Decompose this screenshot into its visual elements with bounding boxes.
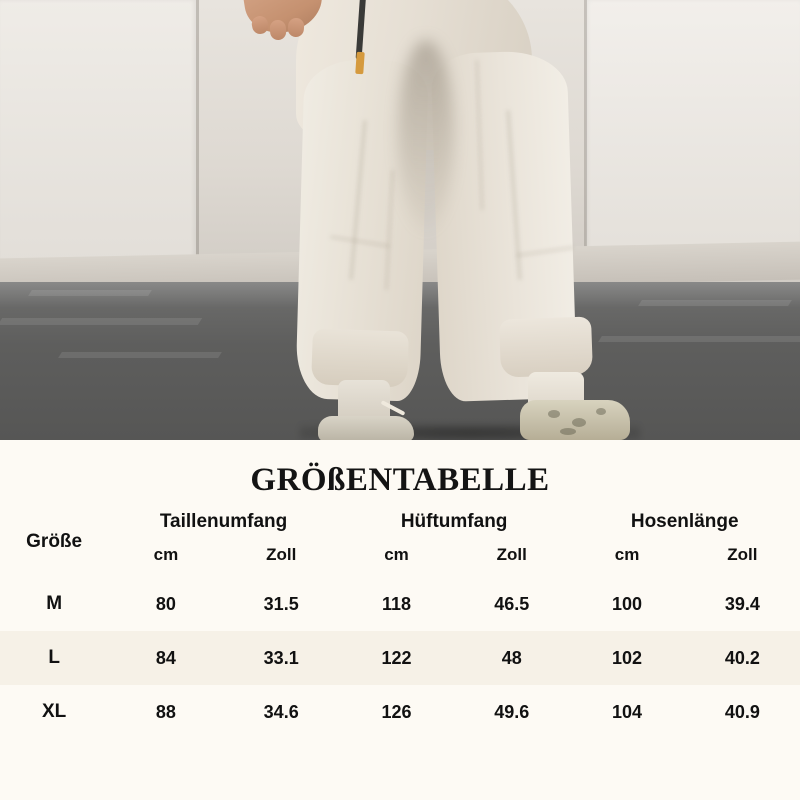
- cell-waist-inch: 33.1: [224, 631, 339, 685]
- shoe-pattern: [596, 408, 606, 415]
- model-finger: [269, 19, 286, 40]
- cell-size: L: [0, 631, 108, 685]
- cell-hip-cm: 126: [381, 701, 412, 722]
- cell-hip-cm: 118: [381, 593, 411, 614]
- floor-stripe: [638, 300, 792, 306]
- header-length: Hosenlänge: [630, 511, 739, 532]
- cell-size: XL: [41, 701, 67, 722]
- cell-length-cm: 104: [612, 701, 643, 722]
- cell-waist-cm: 88: [155, 701, 176, 722]
- cell-hip-inch: 46.5: [494, 593, 530, 614]
- header-hip: Hüftumfang: [400, 511, 508, 532]
- table-row: [0, 631, 800, 685]
- table-header-groups: [0, 505, 800, 537]
- wall-panel-right: [586, 0, 800, 258]
- cell-length-cm: 102: [569, 631, 684, 685]
- cell-hip-inch: 49.6: [494, 701, 530, 722]
- cell-length-cm: 100: [612, 593, 643, 614]
- floor-stripe: [58, 352, 222, 358]
- shoe-pattern: [548, 410, 560, 418]
- wall-panel-left: [0, 0, 196, 268]
- cell-hip-cm: 122: [339, 631, 454, 685]
- size-chart-section: [0, 440, 800, 800]
- shoe-pattern: [560, 428, 576, 435]
- header-length-cm: cm: [614, 545, 640, 564]
- size-chart-title: GRÖßENTABELLE: [250, 462, 550, 498]
- shoe-left: [318, 416, 414, 440]
- cell-length-inch: 39.4: [724, 593, 760, 614]
- floor-stripe: [28, 290, 152, 296]
- header-size: Größe: [26, 531, 83, 552]
- floor-stripe: [0, 318, 202, 325]
- table-row: [0, 685, 800, 739]
- header-waist-cm: cm: [153, 545, 179, 564]
- size-chart-table: [0, 505, 800, 739]
- cell-size: M: [46, 593, 63, 614]
- pants-cuff-left: [311, 328, 409, 387]
- header-waist: Taillenumfang: [159, 511, 288, 532]
- pants-inner-shadow: [398, 40, 454, 230]
- header-length-inch: Zoll: [727, 545, 758, 564]
- header-hip-inch: Zoll: [496, 545, 527, 564]
- header-hip-cm: cm: [384, 545, 409, 564]
- cell-waist-inch: 31.5: [263, 593, 299, 614]
- table-header-units: [0, 537, 800, 577]
- cell-length-inch: 40.2: [685, 631, 800, 685]
- cell-length-inch: 40.9: [724, 701, 760, 722]
- table-row: [0, 577, 800, 631]
- wall-seam-left: [196, 0, 199, 268]
- pants-cuff-right: [499, 316, 593, 377]
- wall-seam-right: [584, 0, 587, 258]
- header-waist-inch: Zoll: [266, 545, 297, 564]
- drawstring-tip: [355, 52, 365, 75]
- cell-waist-cm: 80: [155, 593, 176, 614]
- cell-hip-inch: 48: [454, 631, 569, 685]
- shoe-pattern: [572, 418, 586, 427]
- cell-waist-cm: 84: [108, 631, 223, 685]
- cell-waist-inch: 34.6: [263, 701, 299, 722]
- floor-stripe: [598, 336, 800, 342]
